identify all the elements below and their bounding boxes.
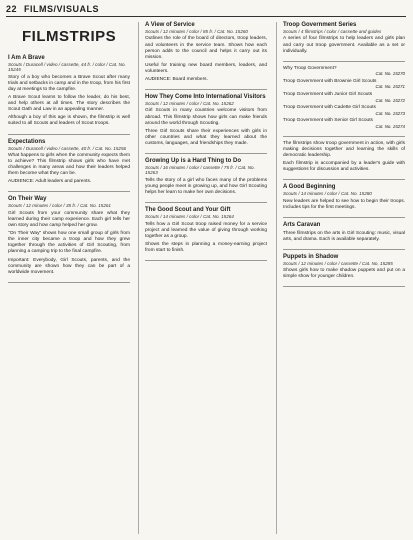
list-item-label: Why Troop Government? [283,65,337,71]
entry-separator [145,153,267,154]
entry-paragraph: Shows girls how to make shadow puppets and put on a simple show for younger children. [283,268,405,280]
list-item-catalog-number: Cat. No. 15270 [375,71,405,77]
catalog-entry [8,196,130,275]
entry-paragraph: What happens to girls when the community expects them to achieve? This filmstrip shows girls who have met challenges in many areas and how their leaders helped them become what they can be. [8,152,130,177]
entry-separator [283,249,405,250]
entry-paragraph: Three filmstrips on the arts in Girl Scouting: music, visual arts, and drama. Each is available separately. [283,230,405,242]
page-number: 22 [6,4,18,14]
entry-separator [283,179,405,180]
entry-paragraph: A series of four filmstrips to help leaders and girls plan and carry out troop government. Available as a set or individually. [283,36,405,54]
entry-paragraph: Tells how a Girl Scout troop raised money for a service project and learned the value of giving through working together as a group. [145,221,267,239]
entry-description [145,178,267,196]
list-item-catalog-number: Cat. No. 15274 [375,124,405,130]
entry-title: A Good Beginning [283,184,336,191]
entry-title: Growing Up is a Hard Thing to Do [145,158,241,165]
section-title: FILMSTRIPS [22,28,117,45]
entry-paragraph: Girl Scouts from your community share what they learned during their camp experience. Each girl tells her own story and how camp helped her grow. [8,210,130,229]
entry-paragraph: Story of a boy who becomes a Brave Scout after many trials and setbacks in camp and in the troop, from his first day at meetings to the campfire. [8,74,130,92]
list-item-label: Troop Government with Junior Girl Scouts [283,92,373,98]
entry-description [8,211,130,276]
entry-meta: Scouts / 4 filmstrips / color / cassette and guides [283,29,382,34]
list-item-catalog-number: Cat. No. 15272 [375,97,405,103]
column-divider [276,22,277,534]
list-item [283,118,405,129]
catalog-entry [145,22,267,83]
list-item [283,105,405,116]
entry-description [283,36,405,54]
entry-separator [145,89,267,90]
catalog-entry [8,55,130,128]
entry-paragraph: Girl Scouts in many countries welcome visitors from abroad. This filmstrip shows how girls can make friends around the world through Scouting. [145,108,267,126]
entry-separator [145,260,267,261]
entry-paragraph: Three Girl Scouts share their experiences with girls in other countries and what they learned about the customs, languages, and friendships they made. [145,128,267,146]
entry-meta: Scouts / Duracell / video / cassette, 40 fr. / Cat. No. 15256 [8,145,127,151]
entry-paragraph: Outlines the role of the board of directors, troop leaders, and volunteers in the service team. Shows how each person adds to the council and helps it carry out its mission. [145,36,267,60]
entry-title: On Their Way [8,196,47,203]
entry-separator [145,202,267,203]
entry-title: The Good Scout and Your Gift [145,207,231,214]
running-header [6,4,406,17]
list-item-label: Troop Government with Cadette Girl Scouts [283,105,376,111]
entry-meta: Scouts / 16 minutes / color / cassette / 75 fr. / Cat. No. 15263 [145,165,255,176]
entry-paragraph: Shows the steps in planning a money-earning project from start to finish. [145,241,267,253]
entry-paragraph: The filmstrips show troop government in action, with girls making decisions together and learning the skills of democratic leadership. [283,140,405,158]
entry-paragraph: "On Their Way" shows how one small group of girls from the inner city became a troop and how they grew together through the activities of Girl Scouting, from planning a camping trip to the final campfire. [8,231,130,255]
catalog-entry [283,66,405,130]
entry-title: Puppets in Shadow [283,253,339,260]
entry-meta: Scouts / 14 minutes / color / Cat. No. 15264 [145,214,234,220]
list-item-catalog-number: Cat. No. 15271 [375,84,405,90]
entry-separator [8,282,130,283]
catalog-entry [145,158,267,196]
catalog-entry [283,22,405,55]
entry-description [145,222,267,254]
entry-description [283,231,405,243]
entry-title: How They Come Into International Visitors [145,94,266,101]
entry-meta: Scouts / Duracell / video / cassette, 44 fr. / color / Cat. No. 15245 [8,62,126,73]
list-item-catalog-number: Cat. No. 15273 [375,110,405,116]
entry-title: Arts Caravan [283,221,321,228]
entry-description [145,36,267,83]
catalog-entry [283,222,405,243]
entry-title: Troop Government Series [283,22,357,28]
entry-separator [8,134,130,135]
entry-separator [283,61,405,62]
running-title: FILMS/VISUALS [24,4,100,14]
entry-meta: Scouts / 12 minutes / color / cassette / Cat. No. 15285 [283,260,393,266]
entry-description [145,108,267,147]
entry-meta: Scouts / 12 minutes / color / 35 fr. / Cat. No. 15261 [8,203,111,209]
list-item-label: Troop Government with Brownie Girl Scouts [283,78,377,84]
entry-paragraph: Although a boy of this age is shown, the filmstrip is well suited to all Scouts and leaders of Scout troops. [8,115,130,127]
entry-meta: Scouts / 12 minutes / color / Cat. No. 15262 [145,101,234,107]
catalog-entry [283,184,405,211]
list-item [283,79,405,90]
entry-paragraph: Each filmstrip is accompanied by a leader's guide with suggestions for discussion and activities. [283,160,405,172]
catalog-entry [283,141,405,173]
entry-description [283,141,405,173]
entry-description [283,268,405,280]
list-item-label: Troop Government with Senior Girl Scouts [283,118,373,124]
entry-separator [283,136,405,137]
column-1 [8,22,130,287]
entry-paragraph: Tells the story of a girl who faces many of the problems young people meet in growing up, and how Girl Scouting helps her learn to make her own decisions. [145,177,267,196]
column-3 [283,22,405,291]
entry-description [8,153,130,185]
catalog-entry [8,139,130,186]
column-2 [145,22,267,265]
entry-separator [283,286,405,287]
entry-meta: Scouts / 14 minutes / color / Cat. No. 15280 [283,191,372,197]
entry-title: Expectations [8,138,46,145]
entry-title: A View of Service [145,22,195,28]
entry-description [8,75,130,128]
entry-paragraph: New leaders are helped to see how to begin their troops. Includes tips for the first meetings. [283,198,405,210]
list-item [283,66,405,77]
catalog-entry [145,94,267,147]
entry-meta: Scouts / 12 minutes / color / 85 fr. / Cat. No. 15260 [145,29,248,34]
entry-description [283,199,405,211]
list-item [283,92,405,103]
entry-paragraph: AUDIENCE: Adult leaders and parents. [8,179,92,185]
column-divider [138,22,139,534]
entry-separator [283,217,405,218]
entry-title: I Am A Brave [8,55,45,61]
entry-paragraph: AUDIENCE: Board members. [145,76,208,82]
entry-paragraph: A Brave Scout learns to follow the leader, do his best, and help others at all times. The story describes the Scout Oath and Law in an appealing manner. [8,95,130,113]
catalog-entry [283,254,405,281]
catalog-entry [145,207,267,254]
entry-paragraph: Important: Everybody, Girl Scouts, parents, and the community are shown how they can be part of a worldwide movement. [8,257,130,275]
entry-separator [8,191,130,192]
entry-paragraph: Useful for training new board members, leaders, and volunteers. [145,62,267,74]
